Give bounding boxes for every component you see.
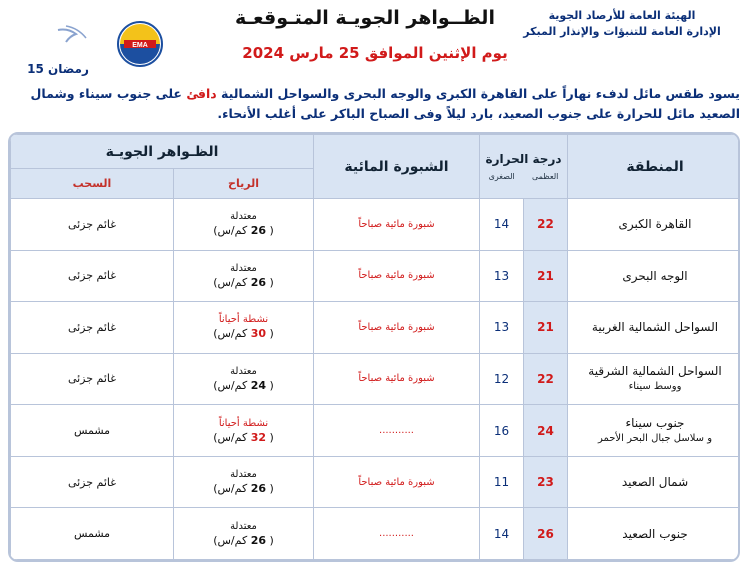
wind-speed-value: 26 [250,275,266,289]
clouds-cell: غائم جزئى [11,250,174,302]
wind-speed-unit: كم/س [217,430,248,444]
table-row [11,508,741,560]
region-name: السواحل الشمالية الشرقية [588,363,722,378]
wind-speed-unit: كم/س [217,533,248,547]
header-mist: الشبورة المائية [314,135,480,199]
region-name: الوجه البحرى [622,268,688,283]
clouds-cell: مشمس [11,405,174,457]
wind-cell [174,199,314,251]
forecast-table-wrapper [8,132,740,562]
region-cell [568,250,740,302]
wind-speed: ( 30 كم/س) [213,327,274,341]
max-temp-cell: 23 [524,456,568,508]
table-row [11,456,741,508]
region-cell [568,302,740,354]
mist-cell: شبورة مائية صباحاً [314,250,480,302]
region-name: السواحل الشمالية الغربية [591,320,719,335]
min-temp-cell: 16 [480,405,524,457]
mist-cell: شبورة مائية صباحاً [314,302,480,354]
wind-state: معتدلة [230,211,257,223]
region-subname: ووسط سيناء [628,380,682,392]
wind-state: معتدلة [230,262,257,274]
table-row [11,199,741,251]
mist-cell: شبورة مائية صباحاً [314,456,480,508]
ramadan-day: 15 رمضان [27,62,89,76]
wind-speed: ( 26 كم/س) [213,275,274,289]
table-row [11,250,741,302]
mist-cell: شبورة مائية صباحاً [314,353,480,405]
clouds-cell: غائم جزئى [11,456,174,508]
region-cell [568,199,740,251]
wind-state: معتدلة [230,365,257,377]
summary-warm: دافئ [186,86,217,101]
clouds-cell: مشمس [11,508,174,560]
forecast-date: يوم الإثنين الموافق 25 مارس 2024 [242,44,508,62]
wind-cell [174,302,314,354]
region-name: جنوب الصعيد [622,526,688,541]
max-temp-cell: 22 [524,353,568,405]
wind-cell [174,456,314,508]
wind-speed-value: 26 [250,533,266,547]
min-temp-cell: 13 [480,250,524,302]
org-line-2: الإدارة العامة للتنبؤات والإنذار المبكر [523,25,721,38]
region-cell [568,456,740,508]
min-temp-cell: 14 [480,508,524,560]
wind-speed-unit: كم/س [217,327,248,341]
page-title: الظــواهر الجويـة المتـوقعـة [235,7,495,29]
wind-speed-unit: كم/س [217,378,248,392]
region-cell [568,508,740,560]
svg-text:EMA: EMA [132,42,148,49]
header-region: المنطقة [568,135,740,199]
wind-speed: ( 24 كم/س) [213,378,274,392]
summary-text-2: على جنوب سيناء وشمال الصعيد مائل للحرارة على جنوب الصعيد، بارد ليلاً وفى الصباح الباكر على أغلب الأنحاء. [30,86,740,121]
min-temp-cell: 11 [480,456,524,508]
summary-text-1: يسود طقس مائل لدفء نهاراً على القاهرة الكبرى والوجه البحرى والسواحل الشمالية [216,86,740,101]
org-line-1: الهيئة العامة للأرصاد الجوية [548,9,696,22]
wind-speed-value: 32 [250,430,266,444]
organization-name [512,8,732,40]
wind-speed-unit: كم/س [217,482,248,496]
mist-cell: ........... [314,405,480,457]
wind-speed: ( 26 كم/س) [213,533,274,547]
wind-speed-unit: كم/س [217,275,248,289]
table-row [11,302,741,354]
clouds-cell: غائم جزئى [11,302,174,354]
forecast-table [10,134,740,560]
min-temp-cell: 14 [480,199,524,251]
max-temp-cell: 26 [524,508,568,560]
wind-cell [174,508,314,560]
header-winds: الرياح [174,169,314,199]
table-row [11,353,741,405]
region-subname: و سلاسل جبال البحر الأحمر [597,432,713,444]
header-temperature [480,135,568,199]
header-phenomena: الظـواهر الجويـة [11,135,314,169]
wind-speed: ( 26 كم/س) [213,482,274,496]
header-clouds: السحب [11,169,174,199]
ema-logo-icon [116,20,164,68]
wind-speed-value: 26 [250,224,266,238]
region-cell [568,405,740,457]
wind-speed: ( 26 كم/س) [213,224,274,238]
wind-speed-unit: كم/س [217,224,248,238]
clouds-cell: غائم جزئى [11,353,174,405]
min-temp-cell: 12 [480,353,524,405]
mist-cell: ........... [314,508,480,560]
wind-state: معتدلة [230,520,257,532]
region-name: جنوب سيناء [625,415,685,430]
max-temp-cell: 24 [524,405,568,457]
wind-cell [174,250,314,302]
mist-cell: شبورة مائية صباحاً [314,199,480,251]
wind-state: معتدلة [230,469,257,481]
max-temp-cell: 21 [524,250,568,302]
wind-speed-value: 30 [250,327,266,341]
clouds-cell: غائم جزئى [11,199,174,251]
wind-cell [174,353,314,405]
forecast-summary [30,84,740,124]
max-temp-cell: 22 [524,199,568,251]
max-temp-cell: 21 [524,302,568,354]
header-min-label: الصغرى [488,171,515,181]
region-name: القاهرة الكبرى [618,217,692,232]
wind-speed-value: 26 [250,482,266,496]
wind-state: نشطة أحياناً [218,314,269,326]
header-max-label: العظمى [532,171,559,181]
wind-state: نشطة أحياناً [218,417,269,429]
header-temperature-label: درجة الحرارة [485,151,562,166]
min-temp-cell: 13 [480,302,524,354]
wind-cell [174,405,314,457]
region-name: شمال الصعيد [621,475,689,490]
wind-speed-value: 24 [250,378,266,392]
wind-speed: ( 32 كم/س) [213,430,274,444]
table-row [11,405,741,457]
region-cell [568,353,740,405]
